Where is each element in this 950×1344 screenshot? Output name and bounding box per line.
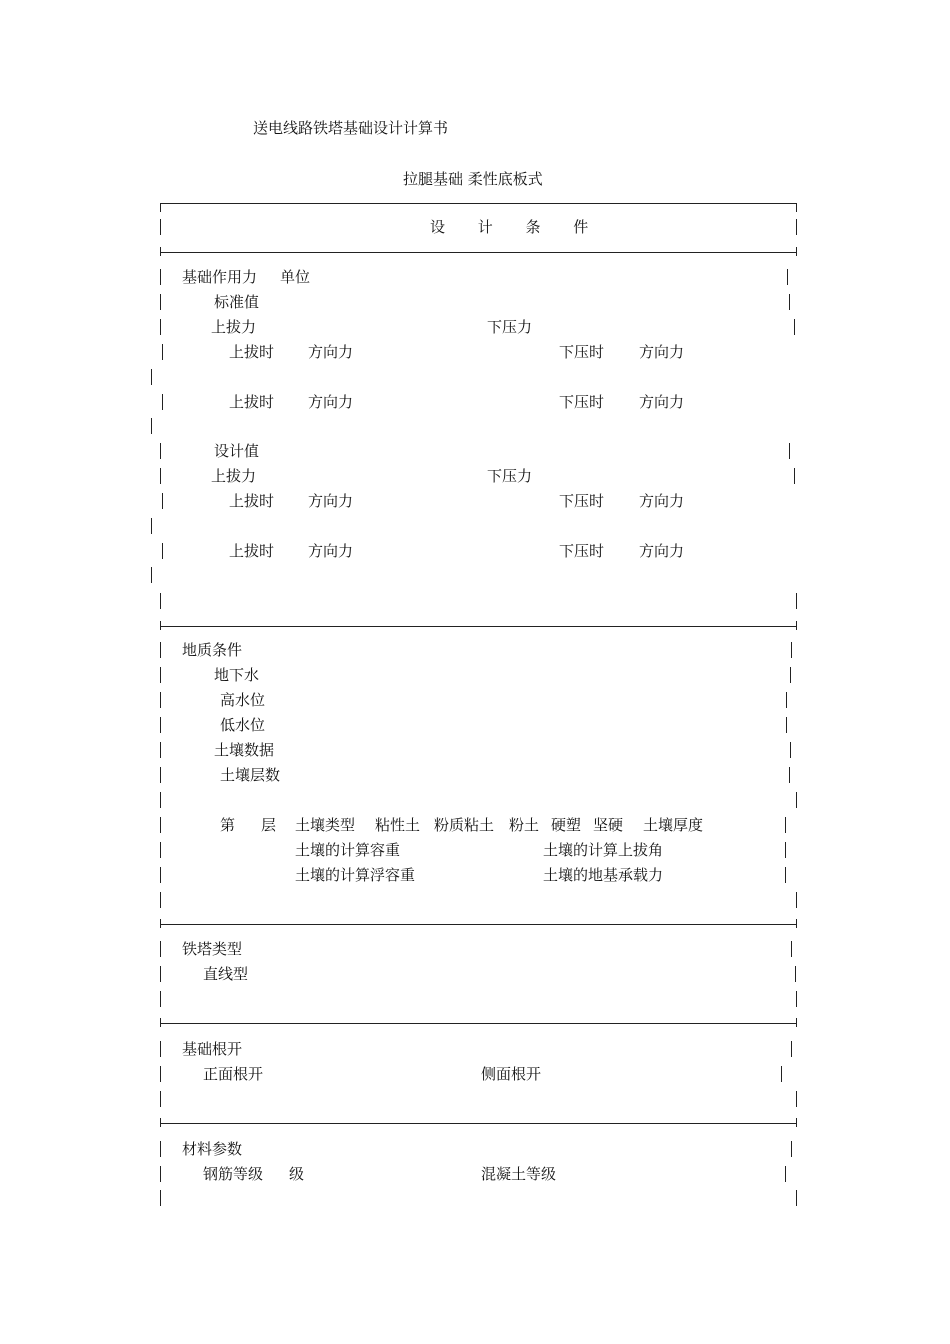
- left-border: [160, 443, 161, 459]
- right-border: [796, 792, 797, 808]
- direction-force-label: 方向力: [308, 492, 354, 510]
- wrapped-border: [151, 418, 152, 434]
- left-border: [160, 219, 161, 235]
- tower-type-title: 铁塔类型: [182, 940, 243, 958]
- left-border: [160, 1190, 161, 1206]
- right-border: [796, 1190, 797, 1206]
- left-border: [162, 394, 163, 410]
- left-border: [160, 593, 161, 609]
- border-junction: [160, 919, 161, 928]
- direction-force-label: 方向力: [308, 343, 354, 361]
- left-border: [162, 543, 163, 559]
- uplift-time-label: 上拔时: [229, 542, 275, 560]
- left-border: [160, 1066, 161, 1082]
- uplift-label: 上拔力: [211, 467, 257, 485]
- compression-time-label: 下压时: [559, 542, 605, 560]
- left-border: [160, 319, 161, 335]
- left-border: [160, 667, 161, 683]
- low-water-label: 低水位: [220, 716, 266, 734]
- compression-label: 下压力: [487, 467, 533, 485]
- right-border: [796, 991, 797, 1007]
- wrapped-border: [151, 567, 152, 583]
- right-border: [787, 269, 788, 285]
- soil-layers-label: 土壤层数: [220, 766, 281, 784]
- left-border: [162, 344, 163, 360]
- left-border: [160, 867, 161, 883]
- uplift-angle-label: 土壤的计算上拔角: [543, 841, 664, 859]
- right-border: [785, 842, 786, 858]
- direction-force-label: 方向力: [639, 542, 685, 560]
- compression-label: 下压力: [487, 318, 533, 336]
- left-border: [160, 966, 161, 982]
- border-junction: [796, 621, 797, 630]
- left-border: [160, 468, 161, 484]
- section-divider: [160, 924, 797, 925]
- right-border: [785, 1166, 786, 1182]
- left-border: [160, 817, 161, 833]
- rebar-grade-unit: 级: [289, 1165, 305, 1183]
- left-border: [160, 742, 161, 758]
- uplift-time-label: 上拔时: [229, 343, 275, 361]
- right-border: [796, 593, 797, 609]
- left-border: [162, 493, 163, 509]
- right-border: [794, 319, 795, 335]
- left-border: [160, 941, 161, 957]
- wrapped-border: [151, 369, 152, 385]
- rebar-grade-label: 钢筋等级: [203, 1165, 264, 1183]
- geology-title: 地质条件: [182, 641, 243, 659]
- border-junction: [796, 919, 797, 928]
- border-junction: [796, 1018, 797, 1027]
- soil-type-label: 土壤类型: [295, 816, 356, 834]
- left-border: [160, 842, 161, 858]
- soil-type-option: 硬塑: [551, 816, 582, 834]
- document-title: 送电线路铁塔基础设计计算书: [253, 119, 449, 137]
- design-conditions-heading: 设 计 条 件: [430, 218, 603, 236]
- front-opening-label: 正面根开: [203, 1065, 264, 1083]
- right-border: [795, 966, 796, 982]
- layer-suffix: 层: [261, 816, 277, 834]
- border-junction: [796, 1118, 797, 1127]
- side-opening-label: 侧面根开: [481, 1065, 542, 1083]
- right-border: [785, 817, 786, 833]
- border-corner: [160, 203, 161, 212]
- standard-value-label: 标准值: [214, 293, 260, 311]
- right-border: [796, 1091, 797, 1107]
- right-border: [791, 1041, 792, 1057]
- unit-weight-label: 土壤的计算容重: [295, 841, 401, 859]
- left-border: [160, 991, 161, 1007]
- border-junction: [160, 1018, 161, 1027]
- right-border: [794, 468, 795, 484]
- direction-force-label: 方向力: [639, 343, 685, 361]
- document-subtitle: 拉腿基础 柔性底板式: [403, 170, 543, 188]
- soil-thickness-label: 土壤厚度: [643, 816, 704, 834]
- left-border: [160, 642, 161, 658]
- compression-time-label: 下压时: [559, 343, 605, 361]
- right-border: [790, 742, 791, 758]
- compression-time-label: 下压时: [559, 393, 605, 411]
- section-divider: [160, 626, 797, 627]
- border-junction: [160, 1118, 161, 1127]
- border-junction: [796, 247, 797, 256]
- left-border: [160, 892, 161, 908]
- compression-time-label: 下压时: [559, 492, 605, 510]
- direction-force-label: 方向力: [639, 393, 685, 411]
- concrete-grade-label: 混凝土等级: [481, 1165, 557, 1183]
- right-border: [796, 892, 797, 908]
- unit-label: 单位: [280, 268, 311, 286]
- materials-title: 材料参数: [182, 1140, 243, 1158]
- uplift-time-label: 上拔时: [229, 393, 275, 411]
- right-border: [796, 219, 797, 235]
- forces-title: 基础作用力: [182, 268, 258, 286]
- high-water-label: 高水位: [220, 691, 266, 709]
- groundwater-label: 地下水: [214, 666, 260, 684]
- right-border: [789, 294, 790, 310]
- section-divider: [160, 1023, 797, 1024]
- left-border: [160, 767, 161, 783]
- direction-force-label: 方向力: [308, 393, 354, 411]
- left-border: [160, 1091, 161, 1107]
- table-top-border: [160, 203, 797, 204]
- right-border: [791, 1141, 792, 1157]
- border-junction: [160, 247, 161, 256]
- uplift-time-label: 上拔时: [229, 492, 275, 510]
- buoyant-weight-label: 土壤的计算浮容重: [295, 866, 416, 884]
- direction-force-label: 方向力: [639, 492, 685, 510]
- tower-type-value: 直线型: [203, 965, 249, 983]
- direction-force-label: 方向力: [308, 542, 354, 560]
- section-divider: [160, 1123, 797, 1124]
- right-border: [789, 443, 790, 459]
- left-border: [160, 1041, 161, 1057]
- left-border: [160, 294, 161, 310]
- left-border: [160, 717, 161, 733]
- right-border: [785, 867, 786, 883]
- left-border: [160, 1141, 161, 1157]
- design-value-label: 设计值: [214, 442, 260, 460]
- wrapped-border: [151, 518, 152, 534]
- section-divider: [160, 252, 797, 253]
- soil-type-option: 粘性土: [375, 816, 421, 834]
- left-border: [160, 792, 161, 808]
- uplift-label: 上拔力: [211, 318, 257, 336]
- right-border: [791, 941, 792, 957]
- left-border: [160, 269, 161, 285]
- bearing-capacity-label: 土壤的地基承载力: [543, 866, 664, 884]
- soil-type-option: 粉质粘土: [434, 816, 495, 834]
- soil-type-option: 坚硬: [593, 816, 624, 834]
- right-border: [786, 692, 787, 708]
- left-border: [160, 1166, 161, 1182]
- right-border: [790, 667, 791, 683]
- left-border: [160, 692, 161, 708]
- border-junction: [160, 621, 161, 630]
- right-border: [781, 1066, 782, 1082]
- right-border: [791, 642, 792, 658]
- border-corner: [796, 203, 797, 212]
- right-border: [789, 767, 790, 783]
- root-opening-title: 基础根开: [182, 1040, 243, 1058]
- soil-type-option: 粉土: [509, 816, 540, 834]
- soil-data-label: 土壤数据: [214, 741, 275, 759]
- right-border: [786, 717, 787, 733]
- layer-prefix: 第: [220, 816, 236, 834]
